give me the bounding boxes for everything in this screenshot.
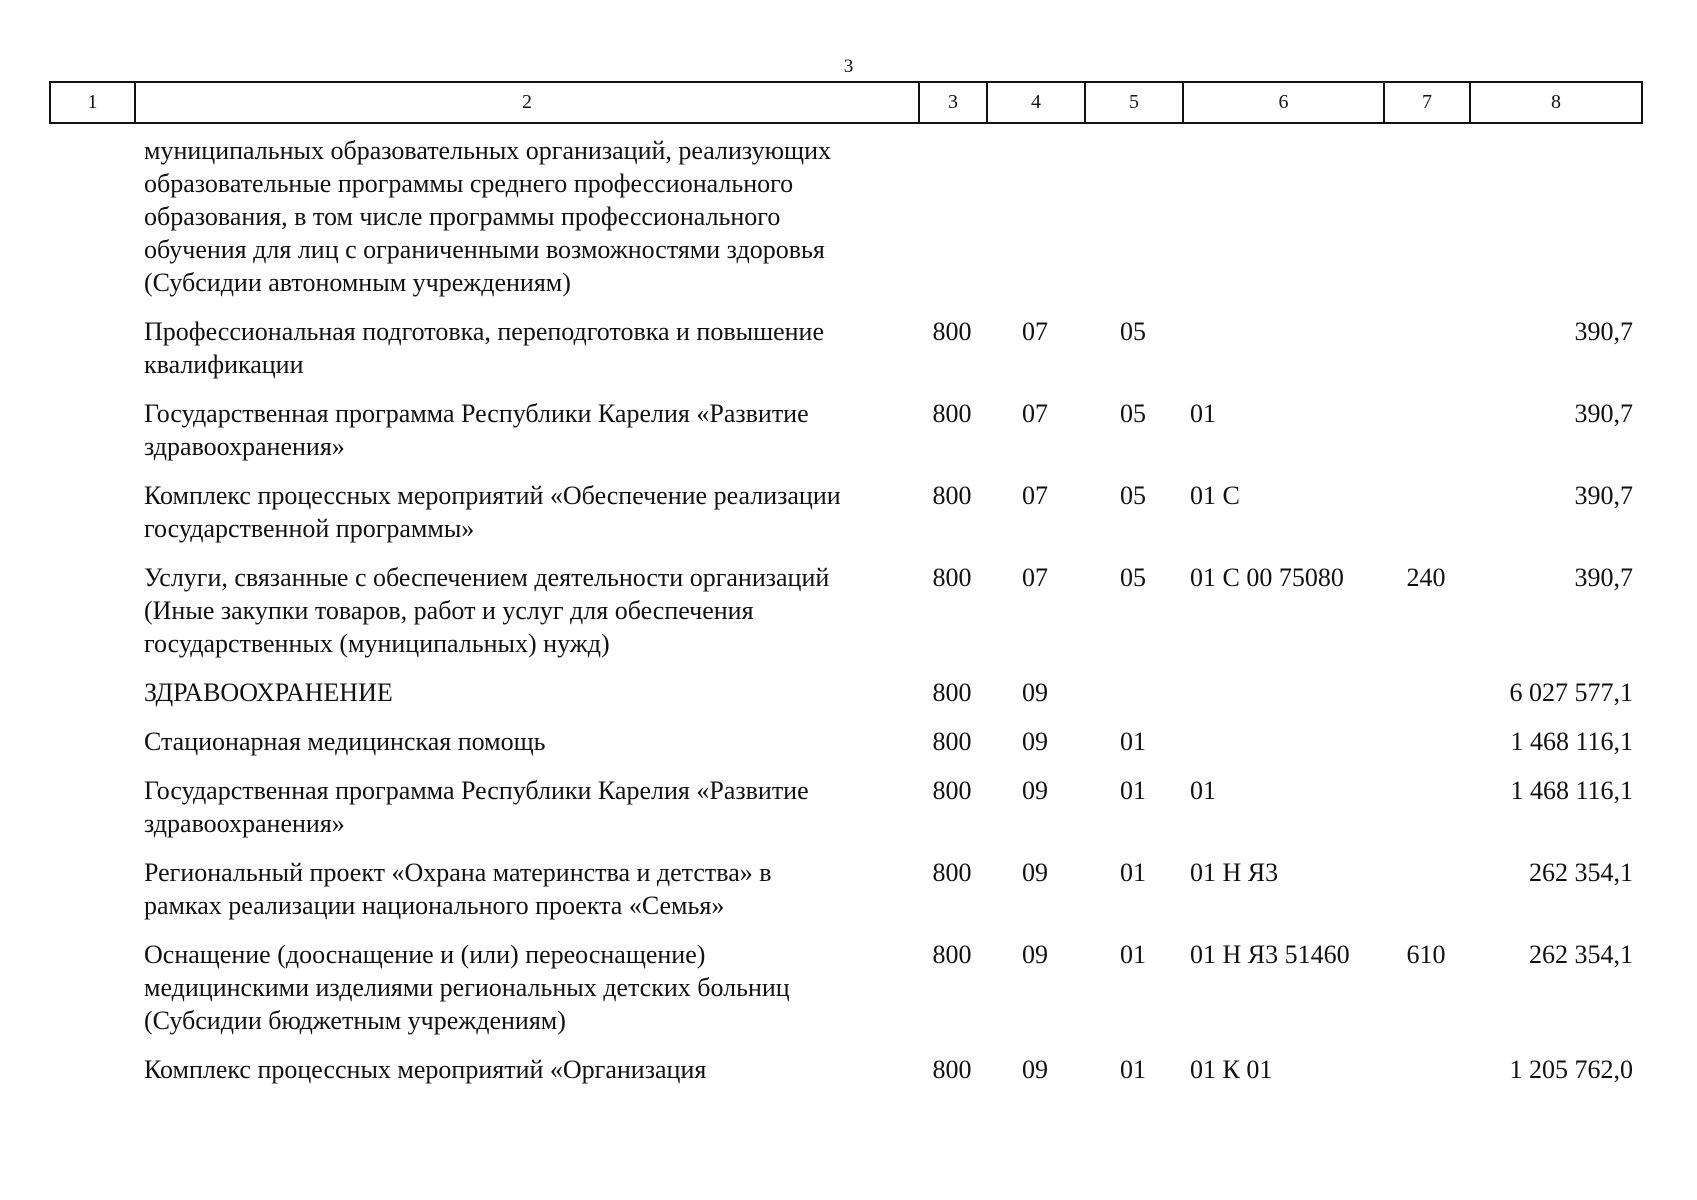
page-number: 3 xyxy=(843,56,854,77)
section-code-cell: 800 xyxy=(932,399,972,428)
table-row xyxy=(49,930,1641,1045)
subsection-code-cell: 05 xyxy=(1120,563,1146,592)
row-name-line: государственных (муниципальных) нужд) xyxy=(144,629,610,658)
chapter-code-cell: 07 xyxy=(1022,399,1048,428)
row-name-cell xyxy=(49,307,918,389)
row-name-line: Оснащение (дооснащение и (или) переоснащение) xyxy=(144,940,706,969)
subsection-code-cell: 05 xyxy=(1120,481,1146,510)
expense-type-cell xyxy=(1383,389,1469,471)
amount-cell: 390,7 xyxy=(1574,481,1633,510)
subsection-code-cell: 05 xyxy=(1120,317,1146,346)
chapter-code-cell: 07 xyxy=(1022,563,1048,592)
table-row xyxy=(49,668,1641,717)
row-name-line: Государственная программа Республики Карелия «Развитие xyxy=(144,399,809,428)
subsection-code-cell: 01 xyxy=(1120,858,1146,887)
row-name-line: квалификации xyxy=(144,350,304,379)
amount-cell: 1 468 116,1 xyxy=(1510,727,1633,756)
chapter-code-cell: 09 xyxy=(1022,776,1048,805)
table-row xyxy=(49,389,1641,471)
target-article-cell: 01 Н Я3 51460 xyxy=(1190,940,1350,969)
row-name-line: Региональный проект «Охрана материнства и детства» в xyxy=(144,858,772,887)
subsection-code-cell xyxy=(1084,668,1182,717)
chapter-code-cell: 09 xyxy=(1022,858,1048,887)
column-header-6: 6 xyxy=(1183,82,1384,123)
row-name-line: (Иные закупки товаров, работ и услуг для обеспечения xyxy=(144,596,754,625)
row-name-cell xyxy=(49,717,918,766)
row-name-line: (Субсидии автономным учреждениям) xyxy=(144,268,571,297)
column-header-8: 8 xyxy=(1470,82,1642,123)
column-header-2: 2 xyxy=(135,82,919,123)
row-name-line: рамках реализации национального проекта «Семья» xyxy=(144,891,725,920)
subsection-code-cell: 01 xyxy=(1120,776,1146,805)
target-article-cell xyxy=(1182,717,1383,766)
row-name-cell xyxy=(49,389,918,471)
row-name-line: (Субсидии бюджетным учреждениям) xyxy=(144,1006,566,1035)
chapter-code-cell: 09 xyxy=(1022,727,1048,756)
row-name-cell xyxy=(49,553,918,668)
target-article-cell: 01 xyxy=(1190,776,1216,805)
amount-cell: 1 205 762,0 xyxy=(1509,1055,1633,1084)
subsection-code-cell xyxy=(1084,126,1182,307)
section-code-cell: 800 xyxy=(932,678,972,707)
amount-cell: 6 027 577,1 xyxy=(1509,678,1633,707)
row-name-line: Услуги, связанные с обеспечением деятельности организаций xyxy=(144,563,830,592)
row-name-line: Государственная программа Республики Карелия «Развитие xyxy=(144,776,809,805)
target-article-cell: 01 С 00 75080 xyxy=(1190,563,1344,592)
target-article-cell xyxy=(1182,307,1383,389)
row-name-cell xyxy=(49,848,918,930)
subsection-code-cell: 01 xyxy=(1120,940,1146,969)
amount-cell: 390,7 xyxy=(1574,399,1633,428)
column-header-1: 1 xyxy=(50,82,135,123)
subsection-code-cell: 05 xyxy=(1120,399,1146,428)
amount-cell: 1 468 116,1 xyxy=(1510,776,1633,805)
table-row xyxy=(49,1045,1641,1094)
expense-type-cell: 610 xyxy=(1406,940,1446,969)
budget-table xyxy=(49,126,1641,1094)
chapter-code-cell: 09 xyxy=(1022,678,1048,707)
target-article-cell xyxy=(1182,668,1383,717)
section-code-cell: 800 xyxy=(932,727,972,756)
target-article-cell: 01 xyxy=(1190,399,1216,428)
column-header-row xyxy=(50,82,1642,123)
table-row xyxy=(49,848,1641,930)
section-code-cell: 800 xyxy=(932,776,972,805)
section-code-cell xyxy=(918,126,986,307)
row-name-line: здравоохранения» xyxy=(144,809,345,838)
row-name-line: государственной программы» xyxy=(144,514,475,543)
row-name-line: Комплекс процессных мероприятий «Обеспечение реализации xyxy=(144,481,841,510)
column-header-4: 4 xyxy=(987,82,1085,123)
row-name-line: здравоохранения» xyxy=(144,432,345,461)
target-article-cell: 01 С xyxy=(1190,481,1240,510)
expense-type-cell xyxy=(1383,766,1469,848)
row-name-line: обучения для лиц с ограниченными возможностями здоровья xyxy=(144,235,825,264)
section-code-cell: 800 xyxy=(932,858,972,887)
row-name-cell xyxy=(49,930,918,1045)
section-code-cell: 800 xyxy=(932,940,972,969)
column-header-table xyxy=(49,81,1643,124)
section-code-cell: 800 xyxy=(932,317,972,346)
chapter-code-cell xyxy=(986,126,1084,307)
column-header-3: 3 xyxy=(919,82,987,123)
expense-type-cell xyxy=(1383,848,1469,930)
expense-type-cell xyxy=(1383,668,1469,717)
row-name-line: муниципальных образовательных организаций, реализующих xyxy=(144,136,831,165)
section-code-cell: 800 xyxy=(932,1055,972,1084)
row-name-cell xyxy=(49,1045,918,1094)
row-name-cell xyxy=(49,766,918,848)
amount-cell: 390,7 xyxy=(1574,563,1633,592)
subsection-code-cell: 01 xyxy=(1120,1055,1146,1084)
expense-type-cell: 240 xyxy=(1406,563,1446,592)
table-row xyxy=(49,553,1641,668)
row-name-line: Стационарная медицинская помощь xyxy=(144,727,546,756)
table-row xyxy=(49,766,1641,848)
expense-type-cell xyxy=(1383,717,1469,766)
amount-cell: 262 354,1 xyxy=(1529,940,1633,969)
table-row xyxy=(49,126,1641,307)
column-header-7: 7 xyxy=(1384,82,1470,123)
amount-cell: 390,7 xyxy=(1574,317,1633,346)
expense-type-cell xyxy=(1383,126,1469,307)
row-name-line: медицинскими изделиями региональных детских больниц xyxy=(144,973,790,1002)
row-name-cell xyxy=(49,126,918,307)
expense-type-cell xyxy=(1383,1045,1469,1094)
amount-cell xyxy=(1469,126,1641,307)
chapter-code-cell: 07 xyxy=(1022,481,1048,510)
column-header-5: 5 xyxy=(1085,82,1183,123)
chapter-code-cell: 09 xyxy=(1022,1055,1048,1084)
row-name-cell xyxy=(49,471,918,553)
subsection-code-cell: 01 xyxy=(1120,727,1146,756)
row-name-line: Профессиональная подготовка, переподготовка и повышение xyxy=(144,317,825,346)
row-name-line: образования, в том числе программы профессионального xyxy=(144,202,781,231)
section-code-cell: 800 xyxy=(932,481,972,510)
row-name-line: ЗДРАВООХРАНЕНИЕ xyxy=(144,678,393,707)
chapter-code-cell: 07 xyxy=(1022,317,1048,346)
table-row xyxy=(49,307,1641,389)
table-row xyxy=(49,717,1641,766)
target-article-cell: 01 Н Я3 xyxy=(1190,858,1279,887)
row-name-line: Комплекс процессных мероприятий «Организация xyxy=(144,1055,707,1084)
section-code-cell: 800 xyxy=(932,563,972,592)
table-row xyxy=(49,471,1641,553)
expense-type-cell xyxy=(1383,471,1469,553)
chapter-code-cell: 09 xyxy=(1022,940,1048,969)
row-name-cell xyxy=(49,668,918,717)
expense-type-cell xyxy=(1383,307,1469,389)
target-article-cell: 01 К 01 xyxy=(1190,1055,1273,1084)
row-name-line: образовательные программы среднего профессионального xyxy=(144,169,794,198)
target-article-cell xyxy=(1182,126,1383,307)
amount-cell: 262 354,1 xyxy=(1529,858,1633,887)
